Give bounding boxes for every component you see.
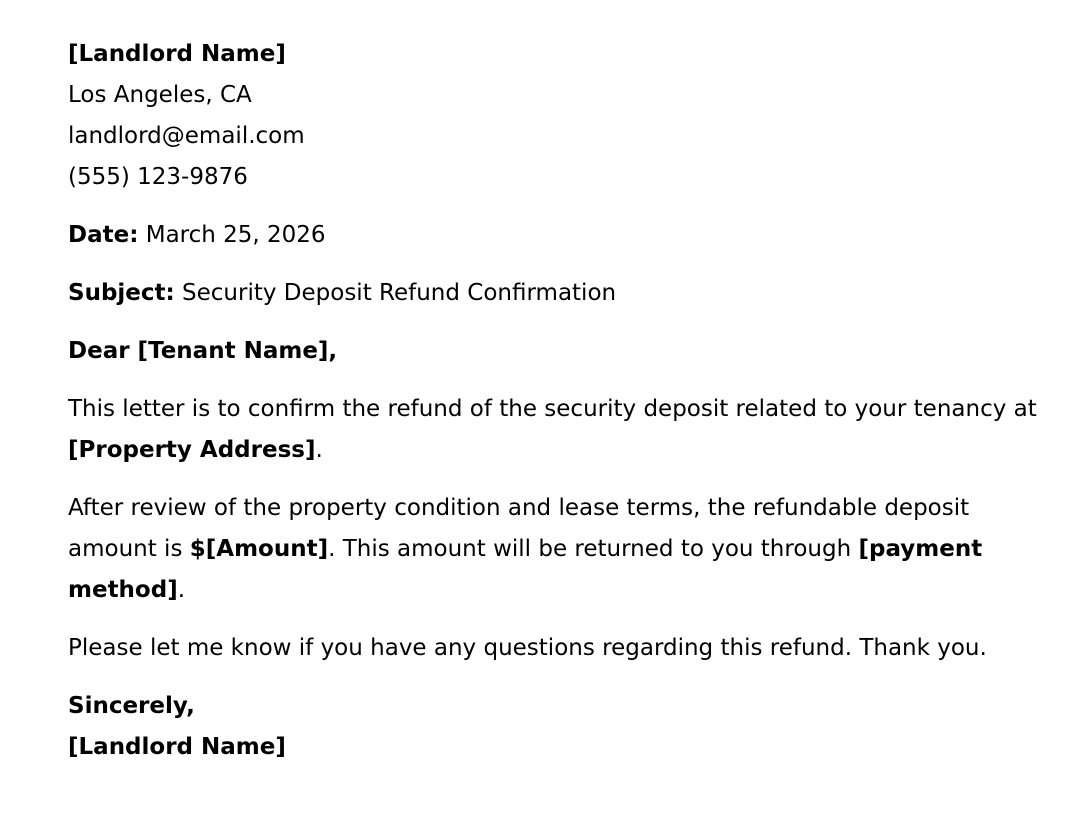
- letter-page: [68, 34, 1048, 768]
- subject-value: Security Deposit Refund Confirmation: [182, 280, 617, 306]
- closing-block: [68, 686, 1048, 768]
- date-label: Date:: [68, 222, 139, 248]
- closing-name: [Landlord Name]: [68, 734, 286, 760]
- sender-email: landlord@email.com: [68, 123, 305, 149]
- sender-name: [Landlord Name]: [68, 41, 286, 67]
- subject-line: [68, 273, 1048, 314]
- sender-block: [68, 34, 1048, 198]
- refund-amount: $[Amount]: [189, 536, 329, 562]
- body-paragraph-2: After review of the property condition and lease terms, the refundable deposit amount is $[Amount]. This amount will be returned to you through [payment method].: [68, 495, 983, 603]
- salutation: Dear [Tenant Name],: [68, 338, 338, 364]
- date-value: March 25, 2026: [145, 222, 326, 248]
- payment-method: [payment method]: [68, 536, 983, 603]
- date-line: [68, 215, 1048, 256]
- sender-location: Los Angeles, CA: [68, 82, 252, 108]
- body-paragraph-1: This letter is to confirm the refund of the security deposit related to your tenancy at [Property Address].: [68, 396, 1037, 463]
- property-address: [Property Address]: [68, 437, 316, 463]
- subject-label: Subject:: [68, 280, 175, 306]
- valediction: Sincerely,: [68, 693, 195, 719]
- body-paragraph-3: Please let me know if you have any questions regarding this refund. Thank you.: [68, 635, 987, 661]
- sender-phone: (555) 123-9876: [68, 164, 248, 190]
